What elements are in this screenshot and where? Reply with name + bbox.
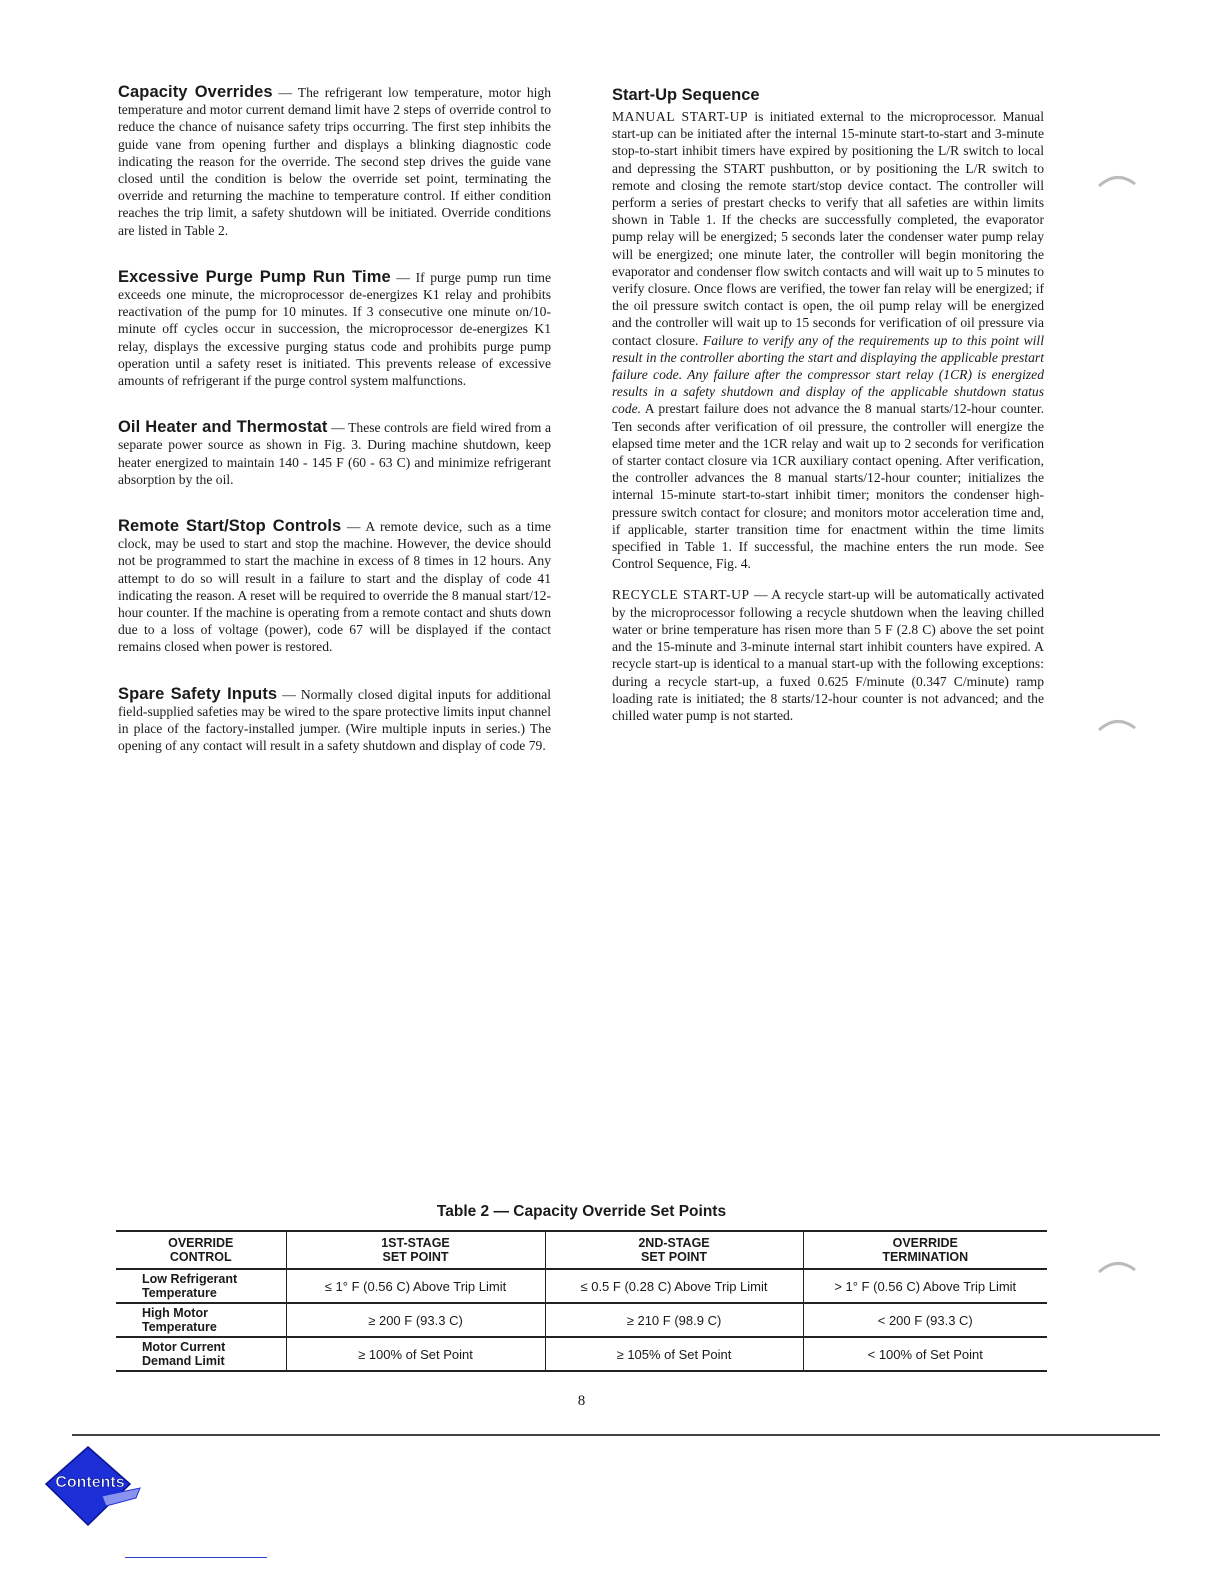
section-body: Normally closed digital inputs for additional field-supplied safeties may be wired to the spare protective limits input channel in place of the factory-installed jumper. (Wire multiple inputs in series.) The opening of any contact will result in a safety shutdown and display of code 79. xyxy=(118,686,552,754)
binder-hole-mark-icon xyxy=(1097,1258,1137,1274)
section-excessive-purge: Excessive Purge Pump Run Time — If purge pump run time exceeds one minute, the microprocessor de-energizes K1 relay and prohibits reactivation of the pump for 10 minutes. If 3 consecutive one minute on/10-minute off cycles occur in succession, the microprocessor de-energizes K1 relay, displays the excessive purging status code and prohibits purge pump operation until a safety reset is initiated. This prevents release of excessive amounts of refrigerant if the purge control system malfunctions. xyxy=(118,267,551,389)
manual-start-up-italic: Failure to verify any of the requirements up to this point will result in the controller aborting the start and displaying the applicable prestart failure code. Any failure after the compressor start relay (1CR) is energized results in a safety shutdown and display of the applicable shutdown status code. xyxy=(612,332,1044,417)
row-label: Motor Current Demand Limit xyxy=(116,1337,286,1371)
section-body: A remote device, such as a time clock, may be used to start and stop the machine. However, the device should not be programmed to start the machine in excess of 8 times in 12 hours. Any attempt to do so will result in a failure to start and the display of code 41 indicating the reason. A reset will be required to override the 8 manual start/12-hour counter. If the machine is operating from a remote contact and shuts down due to a loss of voltage (power), code 67 will be displayed if the contact remains closed when power is restored. xyxy=(118,519,551,655)
bottom-link-underline[interactable] xyxy=(125,1557,267,1558)
section-heading: Spare Safety Inputs xyxy=(118,684,278,703)
section-body: If purge pump run time exceeds one minute, the microprocessor de-energizes K1 relay and prohibits reactivation of the pump for 10 minutes. If 3 consecutive one minute on/10-minute off cycles occur in succession, the microprocessor de-energizes K1 relay, displays the excessive purging status code and prohibits purge pump operation until a safety reset is initiated. This prevents release of excessive amounts of refrigerant if the purge control system malfunctions. xyxy=(118,269,551,389)
footer-divider xyxy=(72,1434,1160,1436)
contents-label: Contents xyxy=(55,1474,125,1491)
table-row xyxy=(116,1269,1047,1303)
left-column xyxy=(118,84,551,785)
table-row xyxy=(116,1337,1047,1371)
second-stage-cell: ≥ 210 F (98.9 C) xyxy=(545,1303,803,1337)
section-capacity-overrides: Capacity Overrides — The refrigerant low temperature, motor high temperature and motor current demand limit have 2 steps of override control to reduce the chance of nuisance safety trips occurring. The first step inhibits the guide vane from opening further and displays a blinking diagnostic code indicating the reason for the override. The second step drives the guide vane closed until the condition is below the override set point, terminating the override and returning the machine to temperature control. If either condition reaches the trip limit, a safety shutdown will be initiated. Override conditions are listed in Table 2. xyxy=(118,83,551,238)
section-oil-heater: Oil Heater and Thermostat — These controls are field wired from a separate power source as shown in Fig. 3. During machine shutdown, keep heater energized to maintain 140 - 145 F (60 - 63 C) and minimize refrigerant absorption by the oil. xyxy=(118,418,551,487)
first-stage-cell: ≥ 200 F (93.3 C) xyxy=(286,1303,545,1337)
manual-start-up-paragraph: MANUAL START-UP is initiated external to the microprocessor. Manual start-up can be initiated after the internal 15-minute start-to-start and 3-minute stop-to-start inhibit timers have expired by positioning the L/R switch to local and depressing the START pushbutton, or by positioning the L/R switch to remote and closing the remote start/stop device contact. The controller will perform a series of prestart checks to verify that all safeties are within limits shown in Table 1. If the checks are successfully completed, the evaporator pump relay will be energized; 5 seconds later the condenser water pump relay will be energized; one minute later, the controller will begin monitoring the evaporator and condenser flow switch contacts and will wait up to 5 minutes to verify closure. Once flows are verified, the tower fan relay will be energized; if the oil pressure switch contact is open, the oil pump relay will be energized and the controller will wait up to 15 seconds for verification of oil pressure via contact closure. Failure to verify any of the requirements up to this point will result in the controller aborting the start and displaying the applicable prestart failure code. Any failure after the compressor start relay (1CR) is energized results in a safety shutdown and display of the applicable shutdown status code. A prestart failure does not advance the 8 manual starts/12-hour counter. Ten seconds after verification of oil pressure, the controller will energize the elapsed time meter and the 1CR relay and wait up to 2 seconds for verification of starter contact closure via 1CR auxiliary contact opening. After verification, the controller advances the 8 manual starts/12-hour counter; initializes the internal 15-minute start-to-start inhibit timer; monitors the condenser high-pressure switch contact for closure; and monitors motor acceleration time and, if applicable, starter transition time for enactment within the time limits specified in Table 1. If successful, the machine enters the run mode. See Control Sequence, Fig. 4. xyxy=(612,109,1044,572)
section-body: The refrigerant low temperature, motor high temperature and motor current demand limit have 2 steps of override control to reduce the chance of nuisance safety trips occurring. The first step inhibits the guide vane from opening further and displays a blinking diagnostic code indicating the reason for the override. The second step drives the guide vane closed until the condition is below the override set point, terminating the override and returning the machine to temperature control. If either condition reaches the trip limit, a safety shutdown will be initiated. Override conditions are listed in Table 2. xyxy=(118,85,551,238)
manual-start-up-lead: MANUAL START-UP xyxy=(612,109,749,124)
header-termination: OVERRIDE TERMINATION xyxy=(803,1231,1047,1269)
recycle-start-up-paragraph: RECYCLE START-UP — A recycle start-up will be automatically activated by the microprocessor following a recycle shutdown when the leaving chilled water or brine temperature has risen more than 5 F (2.8 C) above the set point and the 15-minute and 3-minute internal start inhibit counters have expired. A recycle start-up is identical to a manual start-up with the following exceptions: during a recycle start-up, a fuxed 0.625 F/minute (0.347 C/minute) ramp loading rate is initiated; the 8 starts/12-hour counter is not advanced; and the chilled water pump is not started. xyxy=(612,587,1045,723)
second-stage-cell: ≥ 105% of Set Point xyxy=(545,1337,803,1371)
table-caption: Table 2 — Capacity Override Set Points xyxy=(436,1203,727,1220)
right-column xyxy=(612,84,1044,738)
section-heading: Oil Heater and Thermostat xyxy=(118,418,328,437)
termination-cell: < 100% of Set Point xyxy=(803,1337,1047,1371)
contents-button[interactable] xyxy=(40,1444,150,1528)
section-spare-safety: Spare Safety Inputs — Normally closed digital inputs for additional field-supplied safeties may be wired to the spare protective limits input channel in place of the factory-installed jumper. (Wire multiple inputs in series.) The opening of any contact will result in a safety shutdown and display of code 79. xyxy=(118,684,552,754)
table-header-row xyxy=(116,1231,1047,1269)
termination-cell: > 1° F (0.56 C) Above Trip Limit xyxy=(803,1269,1047,1303)
capacity-override-table xyxy=(116,1230,1047,1372)
row-label: Low Refrigerant Temperature xyxy=(116,1269,286,1303)
table-row xyxy=(116,1303,1047,1337)
header-second-stage: 2ND-STAGE SET POINT xyxy=(545,1231,803,1269)
first-stage-cell: ≥ 100% of Set Point xyxy=(286,1337,545,1371)
section-heading: Excessive Purge Pump Run Time xyxy=(118,267,391,286)
section-heading: Remote Start/Stop Controls xyxy=(118,517,342,536)
second-stage-cell: ≤ 0.5 F (0.28 C) Above Trip Limit xyxy=(545,1269,803,1303)
binder-hole-mark-icon xyxy=(1097,172,1137,188)
header-override-control: OVERRIDE CONTROL xyxy=(116,1231,286,1269)
header-first-stage: 1ST-STAGE SET POINT xyxy=(286,1231,545,1269)
termination-cell: < 200 F (93.3 C) xyxy=(803,1303,1047,1337)
row-label: High Motor Temperature xyxy=(116,1303,286,1337)
binder-hole-mark-icon xyxy=(1097,716,1137,732)
recycle-start-up-lead: RECYCLE START-UP xyxy=(612,587,750,603)
section-remote-start-stop: Remote Start/Stop Controls — A remote device, such as a time clock, may be used to start and stop the machine. However, the device should not be programmed to start the machine in excess of 8 times in 12 hours. Any attempt to do so will result in a failure to start and the display of code 41 indicating the reason. A reset will be required to override the 8 manual start/12-hour counter. If the machine is operating from a remote contact and shuts down due to a loss of voltage (power), code 67 will be displayed if the contact remains closed when power is restored. xyxy=(118,517,551,655)
first-stage-cell: ≤ 1° F (0.56 C) Above Trip Limit xyxy=(286,1269,545,1303)
page-number: 8 xyxy=(577,1393,586,1409)
section-body: These controls are field wired from a separate power source as shown in Fig. 3. During machine shutdown, keep heater energized to maintain 140 - 145 F (60 - 63 C) and minimize refrigerant absorption by the oil. xyxy=(118,420,551,487)
start-up-sequence-heading: Start-Up Sequence xyxy=(612,86,760,104)
section-heading: Capacity Overrides xyxy=(118,83,273,101)
